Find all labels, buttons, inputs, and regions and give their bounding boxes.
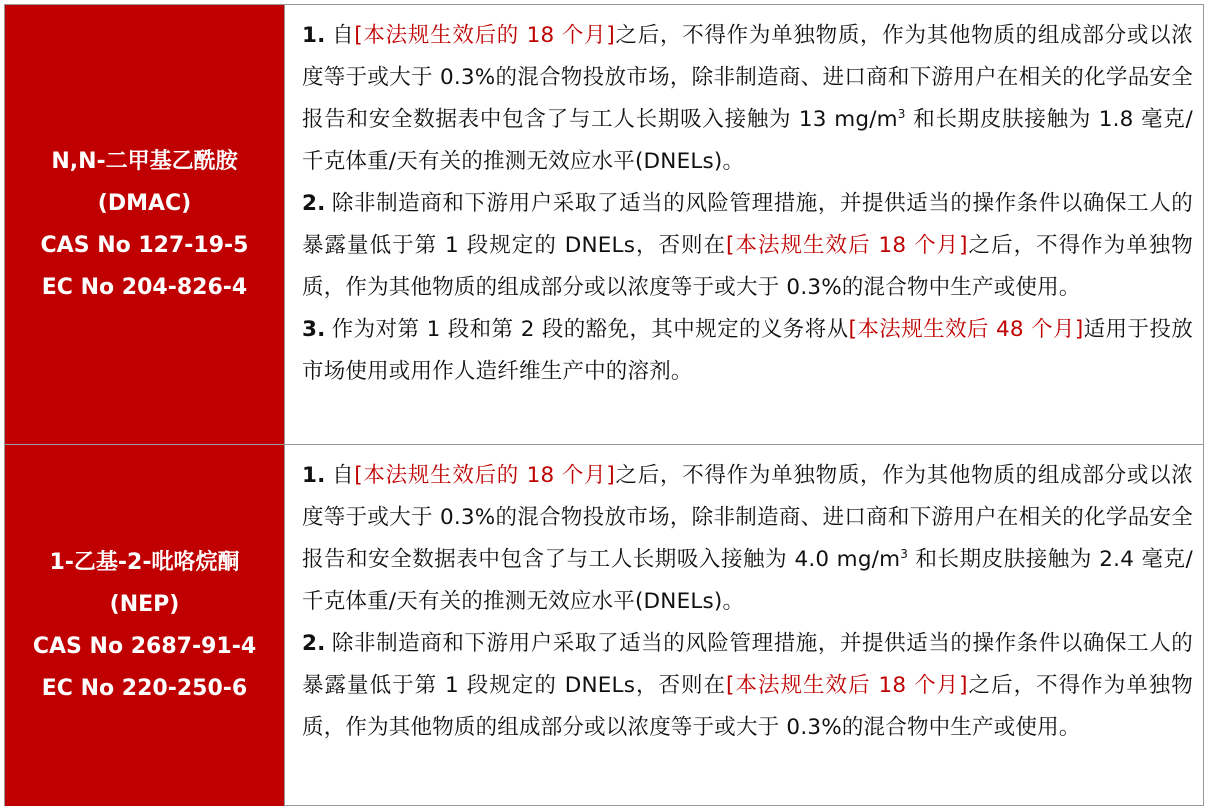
paragraph-text: 之后，不得作为单独物质，作为其他物质的组成部分或以浓度等于或大于 0.3%的混合物中生产或使用。 [302, 233, 1193, 300]
cas-number: CAS No 2687-91-4 [32, 633, 257, 659]
restriction-table [4, 4, 1204, 806]
cas-number: CAS No 127-19-5 [40, 232, 249, 258]
ec-number: EC No 220-250-6 [41, 675, 248, 701]
paragraph-text: 和长期皮肤接触为 1.8 毫克/千克体重/天有关的推测无效应水平(DNELs)。 [302, 107, 1193, 174]
paragraph-text: 作为对第 1 段和第 2 段的豁免，其中规定的义务将从 [331, 317, 849, 342]
substance-abbreviation: (NEP) [109, 591, 180, 617]
substance-label-cell [5, 445, 284, 806]
paragraph-number: 3. [302, 317, 326, 342]
substance-identifier [33, 542, 256, 710]
table-row-dmac [5, 5, 1203, 444]
restriction-conditions-cell [284, 445, 1203, 806]
paragraph-text: 除非制造商和下游用户采取了适当的风险管理措施，并提供适当的操作条件以确保工人的暴露量低于第 1 段规定的 DNELs，否则在 [302, 191, 1193, 258]
highlighted-deadline: [本法规生效后的 18 个月] [354, 463, 615, 488]
substance-identifier [41, 141, 249, 309]
condition-paragraph-2 [302, 183, 1193, 309]
paragraph-text: 和长期皮肤接触为 2.4 毫克/千克体重/天有关的推测无效应水平(DNELs)。 [302, 547, 1194, 614]
superscript: 3 [900, 546, 909, 561]
substance-name: 1-乙基-2-吡咯烷酮 [49, 549, 240, 575]
condition-paragraph-1 [302, 455, 1193, 623]
condition-paragraph-1 [302, 15, 1193, 183]
paragraph-text: 之后，不得作为单独物质，作为其他物质的组成部分或以浓度等于或大于 0.3%的混合物投放市场，除非制造商、进口商和下游用户在相关的化学品安全报告和安全数据表中包含了与工人长期吸入接触为 4.0 mg/m [302, 463, 1193, 572]
substance-abbreviation: (DMAC) [97, 190, 192, 216]
condition-paragraph-2 [302, 623, 1193, 749]
highlighted-deadline: [本法规生效后 18 个月] [726, 233, 968, 258]
highlighted-deadline: [本法规生效后 48 个月] [848, 317, 1084, 342]
substance-name: N,N-二甲基乙酰胺 [51, 148, 238, 174]
paragraph-number: 1. [302, 23, 326, 48]
table-row-nep [5, 444, 1203, 806]
highlighted-deadline: [本法规生效后 18 个月] [726, 673, 968, 698]
paragraph-text: 自 [331, 463, 355, 488]
paragraph-text: 之后，不得作为单独物质，作为其他物质的组成部分或以浓度等于或大于 0.3%的混合物投放市场，除非制造商、进口商和下游用户在相关的化学品安全报告和安全数据表中包含了与工人长期吸入接触为 13 mg/m [302, 23, 1193, 132]
paragraph-text: 自 [331, 23, 355, 48]
paragraph-number: 2. [302, 191, 326, 216]
paragraph-number: 2. [302, 631, 326, 656]
restriction-conditions-cell [284, 5, 1203, 444]
substance-label-cell [5, 5, 284, 444]
ec-number: EC No 204-826-4 [41, 274, 248, 300]
condition-paragraph-3 [302, 309, 1193, 393]
paragraph-number: 1. [302, 463, 326, 488]
superscript: 3 [897, 106, 906, 121]
paragraph-text: 除非制造商和下游用户采取了适当的风险管理措施，并提供适当的操作条件以确保工人的暴露量低于第 1 段规定的 DNELs，否则在 [302, 631, 1193, 698]
paragraph-text: 之后，不得作为单独物质，作为其他物质的组成部分或以浓度等于或大于 0.3%的混合物中生产或使用。 [302, 673, 1193, 740]
paragraph-text: 适用于投放市场使用或用作人造纤维生产中的溶剂。 [302, 317, 1193, 384]
highlighted-deadline: [本法规生效后的 18 个月] [354, 23, 615, 48]
